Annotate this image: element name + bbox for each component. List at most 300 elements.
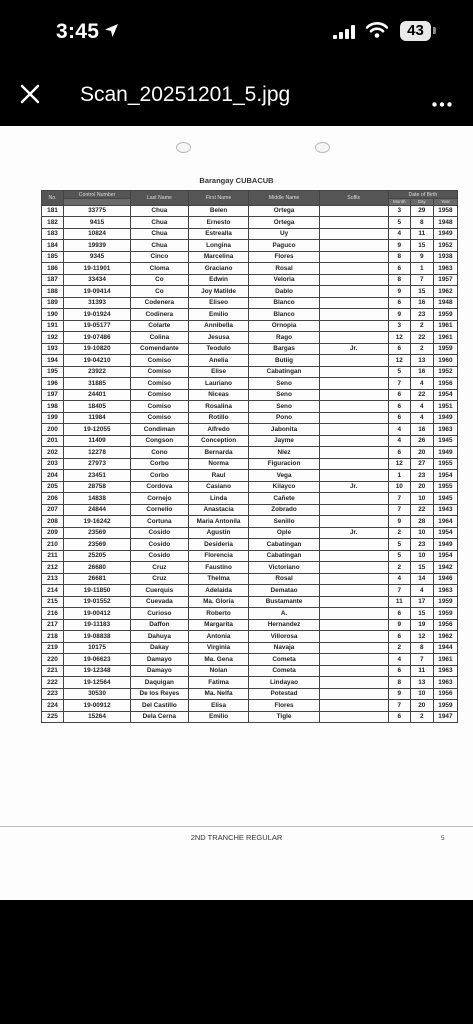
birth-month: 11 — [388, 596, 410, 608]
table-row — [42, 470, 458, 482]
row-number: 210 — [42, 539, 64, 551]
birth-day: 7 — [410, 654, 433, 666]
table-row — [42, 274, 458, 286]
last-name: Codinera — [131, 309, 189, 321]
row-number: 198 — [42, 401, 64, 413]
birth-day: 16 — [410, 297, 433, 309]
row-number: 209 — [42, 527, 64, 539]
birth-year: 1946 — [433, 573, 457, 585]
table-row — [42, 228, 458, 240]
birth-month: 6 — [388, 343, 410, 355]
birth-month: 3 — [388, 320, 410, 332]
first-name: Conception — [188, 435, 249, 447]
middle-name: Pono — [249, 412, 319, 424]
suffix — [319, 688, 388, 700]
table-row — [42, 677, 458, 689]
middle-name: Cabatingan — [249, 550, 319, 562]
suffix — [319, 263, 388, 275]
birth-year: 1954 — [433, 550, 457, 562]
birth-month: 7 — [388, 493, 410, 505]
table-row — [42, 504, 458, 516]
control-number: 23451 — [64, 470, 131, 482]
birth-day: 14 — [410, 573, 433, 585]
birth-day: 22 — [410, 332, 433, 344]
birth-year: 1960 — [433, 355, 457, 367]
suffix — [319, 286, 388, 298]
birth-day: 10 — [410, 688, 433, 700]
first-name: Ma. Nelfa — [188, 688, 249, 700]
last-name: Chua — [131, 240, 189, 252]
birth-day: 15 — [410, 240, 433, 252]
birth-year: 1961 — [433, 332, 457, 344]
table-row — [42, 366, 458, 378]
birth-day: 11 — [410, 228, 433, 240]
last-name: Cruz — [131, 573, 189, 585]
last-name: Comiso — [131, 366, 189, 378]
birth-month: 6 — [388, 412, 410, 424]
first-name: Margarita — [188, 619, 249, 631]
birth-year: 1945 — [433, 493, 457, 505]
first-name: Ma. Gena — [188, 654, 249, 666]
first-name: Ma. Gloria — [188, 596, 249, 608]
birth-month: 4 — [388, 424, 410, 436]
birth-year: 1963 — [433, 424, 457, 436]
birth-month: 9 — [388, 619, 410, 631]
table-row — [42, 665, 458, 677]
control-number: 24401 — [64, 389, 131, 401]
last-name: Cosido — [131, 527, 189, 539]
control-number: 25205 — [64, 550, 131, 562]
first-name: Anelia — [188, 355, 249, 367]
page-number: 5 — [441, 835, 445, 842]
first-name: Antonia — [188, 631, 249, 643]
middle-name: Rago — [249, 332, 319, 344]
birth-day: 12 — [410, 631, 433, 643]
first-name: Florencia — [188, 550, 249, 562]
first-name: Roberto — [188, 608, 249, 620]
control-number: 23569 — [64, 527, 131, 539]
birth-year: 1945 — [433, 435, 457, 447]
birth-year: 1958 — [433, 205, 457, 217]
first-name: Linda — [188, 493, 249, 505]
middle-name: Ornopia — [249, 320, 319, 332]
control-number: 26681 — [64, 573, 131, 585]
first-name: Virginia — [188, 642, 249, 654]
first-name: Niceas — [188, 389, 249, 401]
punch-hole-right — [315, 142, 330, 153]
document-title: Barangay CUBACUB — [199, 176, 274, 185]
birth-month: 5 — [388, 550, 410, 562]
birth-month: 6 — [388, 297, 410, 309]
birth-month: 8 — [388, 274, 410, 286]
suffix — [319, 711, 388, 723]
suffix — [319, 573, 388, 585]
suffix — [319, 539, 388, 551]
more-options-icon[interactable] — [432, 94, 452, 112]
birth-day: 7 — [410, 274, 433, 286]
last-name: Chua — [131, 205, 189, 217]
last-name: Chua — [131, 228, 189, 240]
suffix — [319, 251, 388, 263]
birth-month: 8 — [388, 251, 410, 263]
last-name: Colina — [131, 332, 189, 344]
birth-year: 1951 — [433, 401, 457, 413]
middle-name: Cañete — [249, 493, 319, 505]
middle-name: Rosal — [249, 573, 319, 585]
middle-name: Cometa — [249, 665, 319, 677]
table-row — [42, 550, 458, 562]
birth-year: 1949 — [433, 447, 457, 459]
row-number: 185 — [42, 251, 64, 263]
birth-day: 11 — [410, 665, 433, 677]
close-icon[interactable] — [20, 84, 40, 109]
suffix — [319, 700, 388, 712]
control-number: 9345 — [64, 251, 131, 263]
suffix — [319, 493, 388, 505]
suffix — [319, 596, 388, 608]
control-number: 19-04210 — [64, 355, 131, 367]
birth-month: 6 — [388, 447, 410, 459]
birth-year: 1964 — [433, 516, 457, 528]
middle-name: Blanco — [249, 297, 319, 309]
birth-month: 9 — [388, 688, 410, 700]
middle-name: Hernandez — [249, 619, 319, 631]
header-day: Day — [410, 199, 433, 206]
birth-day: 4 — [410, 378, 433, 390]
birth-year: 1962 — [433, 286, 457, 298]
middle-name: Figuracion — [249, 458, 319, 470]
first-name: Bernarda — [188, 447, 249, 459]
suffix — [319, 435, 388, 447]
header-suffix: Suffix — [319, 191, 388, 206]
table-header — [42, 191, 458, 199]
birth-year: 1959 — [433, 596, 457, 608]
birth-year: 1962 — [433, 631, 457, 643]
middle-name: Navaja — [249, 642, 319, 654]
last-name: Daffon — [131, 619, 189, 631]
middle-name: Seno — [249, 378, 319, 390]
birth-month: 1 — [388, 470, 410, 482]
middle-name: Blanco — [249, 309, 319, 321]
last-name: Damayo — [131, 665, 189, 677]
middle-name: Tigle — [249, 711, 319, 723]
table-row — [42, 332, 458, 344]
control-number: 30530 — [64, 688, 131, 700]
table-row — [42, 263, 458, 275]
first-name: Annibella — [188, 320, 249, 332]
birth-day: 2 — [410, 711, 433, 723]
control-number: 33434 — [64, 274, 131, 286]
row-number: 189 — [42, 297, 64, 309]
table-row — [42, 286, 458, 298]
suffix — [319, 654, 388, 666]
middle-name: Jabonita — [249, 424, 319, 436]
table-row — [42, 389, 458, 401]
birth-year: 1944 — [433, 642, 457, 654]
table-row — [42, 516, 458, 528]
last-name: Comiso — [131, 389, 189, 401]
document-footer: 2ND TRANCHE REGULAR — [190, 833, 283, 842]
first-name: Elisa — [188, 700, 249, 712]
suffix — [319, 562, 388, 574]
table-row — [42, 631, 458, 643]
table-row — [42, 240, 458, 252]
birth-day: 23 — [410, 470, 433, 482]
birth-year: 1952 — [433, 366, 457, 378]
table-row — [42, 205, 458, 217]
birth-month: 4 — [388, 228, 410, 240]
birth-month: 6 — [388, 665, 410, 677]
last-name: Daquigan — [131, 677, 189, 689]
first-name: Alfredo — [188, 424, 249, 436]
header-last-name: Last Name — [131, 191, 189, 206]
status-bar — [0, 0, 473, 62]
first-name: Rotillo — [188, 412, 249, 424]
suffix — [319, 458, 388, 470]
middle-name: A. — [249, 608, 319, 620]
middle-name: Butiig — [249, 355, 319, 367]
first-name: Agustin — [188, 527, 249, 539]
birth-day: 4 — [410, 401, 433, 413]
suffix — [319, 297, 388, 309]
suffix — [319, 378, 388, 390]
last-name: Cordova — [131, 481, 189, 493]
middle-name: Senillo — [249, 516, 319, 528]
birth-year: 1959 — [433, 309, 457, 321]
last-name: Codenera — [131, 297, 189, 309]
first-name: Rosalina — [188, 401, 249, 413]
control-number: 27973 — [64, 458, 131, 470]
table-row — [42, 217, 458, 229]
suffix — [319, 274, 388, 286]
suffix — [319, 470, 388, 482]
suffix — [319, 619, 388, 631]
birth-day: 20 — [410, 700, 433, 712]
last-name: Co — [131, 274, 189, 286]
row-number: 220 — [42, 654, 64, 666]
birth-year: 1956 — [433, 378, 457, 390]
birth-month: 6 — [388, 401, 410, 413]
birth-year: 1955 — [433, 458, 457, 470]
suffix: Jr. — [319, 343, 388, 355]
birth-month: 9 — [388, 516, 410, 528]
control-number: 19-08838 — [64, 631, 131, 643]
suffix: Jr. — [319, 481, 388, 493]
middle-name: Seno — [249, 401, 319, 413]
last-name: Comiso — [131, 355, 189, 367]
middle-name: Villorosa — [249, 631, 319, 643]
control-number: 10175 — [64, 642, 131, 654]
table-row — [42, 539, 458, 551]
table-row — [42, 297, 458, 309]
middle-name: Vega — [249, 470, 319, 482]
first-name: Emilio — [188, 711, 249, 723]
middle-name: Jayme — [249, 435, 319, 447]
beneficiary-table — [41, 190, 458, 723]
table-row — [42, 435, 458, 447]
birth-day: 2 — [410, 343, 433, 355]
first-name: Adelaida — [188, 585, 249, 597]
middle-name: Ortega — [249, 205, 319, 217]
table-row — [42, 688, 458, 700]
last-name: Chua — [131, 217, 189, 229]
first-name: Nolan — [188, 665, 249, 677]
table-row — [42, 711, 458, 723]
control-number: 23569 — [64, 539, 131, 551]
birth-month: 4 — [388, 435, 410, 447]
birth-month: 7 — [388, 700, 410, 712]
battery-icon: 43 — [400, 21, 431, 41]
row-number: 225 — [42, 711, 64, 723]
birth-year: 1948 — [433, 297, 457, 309]
middle-name: Rosal — [249, 263, 319, 275]
birth-year: 1957 — [433, 274, 457, 286]
first-name: Edwin — [188, 274, 249, 286]
middle-name: Uy — [249, 228, 319, 240]
birth-day: 22 — [410, 389, 433, 401]
control-number: 19-10820 — [64, 343, 131, 355]
row-number: 193 — [42, 343, 64, 355]
row-number: 190 — [42, 309, 64, 321]
table-row — [42, 412, 458, 424]
last-name: Dakay — [131, 642, 189, 654]
first-name: Raul — [188, 470, 249, 482]
middle-name: Nlez — [249, 447, 319, 459]
header-first-name: First Name — [188, 191, 249, 206]
suffix — [319, 447, 388, 459]
birth-year: 1959 — [433, 608, 457, 620]
first-name: Thelma — [188, 573, 249, 585]
row-number: 195 — [42, 366, 64, 378]
suffix — [319, 217, 388, 229]
control-number: 9415 — [64, 217, 131, 229]
birth-month: 7 — [388, 378, 410, 390]
birth-day: 16 — [410, 424, 433, 436]
row-number: 199 — [42, 412, 64, 424]
control-number: 19-06623 — [64, 654, 131, 666]
birth-month: 8 — [388, 677, 410, 689]
table-row — [42, 585, 458, 597]
middle-name: Zobrado — [249, 504, 319, 516]
wifi-icon — [366, 22, 388, 43]
last-name: Cuevada — [131, 596, 189, 608]
middle-name: Seno — [249, 389, 319, 401]
birth-year: 1963 — [433, 677, 457, 689]
birth-day: 16 — [410, 366, 433, 378]
birth-year: 1942 — [433, 562, 457, 574]
birth-month: 12 — [388, 355, 410, 367]
middle-name: Potestad — [249, 688, 319, 700]
row-number: 181 — [42, 205, 64, 217]
table-row — [42, 481, 458, 493]
row-number: 203 — [42, 458, 64, 470]
table-row — [42, 458, 458, 470]
row-number: 223 — [42, 688, 64, 700]
birth-day: 22 — [410, 504, 433, 516]
control-number: 19-01552 — [64, 596, 131, 608]
birth-month: 9 — [388, 309, 410, 321]
scanned-document — [0, 126, 473, 900]
suffix — [319, 240, 388, 252]
header-control-number: Control Number — [64, 191, 131, 199]
last-name: Colarte — [131, 320, 189, 332]
birth-month: 6 — [388, 711, 410, 723]
birth-year: 1943 — [433, 504, 457, 516]
birth-day: 15 — [410, 562, 433, 574]
control-number: 19-12348 — [64, 665, 131, 677]
row-number: 192 — [42, 332, 64, 344]
first-name: Maria Antonila — [188, 516, 249, 528]
birth-month: 7 — [388, 585, 410, 597]
suffix — [319, 516, 388, 528]
row-number: 219 — [42, 642, 64, 654]
birth-year: 1949 — [433, 412, 457, 424]
control-number: 23922 — [64, 366, 131, 378]
birth-day: 19 — [410, 619, 433, 631]
first-name: Fatima — [188, 677, 249, 689]
row-number: 214 — [42, 585, 64, 597]
suffix — [319, 642, 388, 654]
row-number: 215 — [42, 596, 64, 608]
birth-day: 10 — [410, 493, 433, 505]
control-number: 19-16242 — [64, 516, 131, 528]
birth-day: 8 — [410, 642, 433, 654]
row-number: 218 — [42, 631, 64, 643]
suffix — [319, 608, 388, 620]
last-name: Comiso — [131, 412, 189, 424]
middle-name: Cometa — [249, 654, 319, 666]
table-row — [42, 527, 458, 539]
last-name: Comiso — [131, 378, 189, 390]
birth-year: 1959 — [433, 343, 457, 355]
birth-day: 26 — [410, 435, 433, 447]
last-name: Co — [131, 286, 189, 298]
header-middle-name: Middle Name — [249, 191, 319, 206]
first-name: Eliseo — [188, 297, 249, 309]
row-number: 200 — [42, 424, 64, 436]
birth-month: 4 — [388, 654, 410, 666]
table-row — [42, 608, 458, 620]
table-body — [42, 205, 458, 723]
birth-month: 10 — [388, 481, 410, 493]
first-name: Estrealla — [188, 228, 249, 240]
row-number: 183 — [42, 228, 64, 240]
first-name: Emilio — [188, 309, 249, 321]
suffix — [319, 550, 388, 562]
birth-month: 6 — [388, 263, 410, 275]
row-number: 191 — [42, 320, 64, 332]
last-name: Cornejo — [131, 493, 189, 505]
birth-year: 1959 — [433, 700, 457, 712]
middle-name: Dematao — [249, 585, 319, 597]
last-name: Dahuya — [131, 631, 189, 643]
last-name: Comendante — [131, 343, 189, 355]
middle-name: Flores — [249, 700, 319, 712]
suffix: Jr. — [319, 527, 388, 539]
location-arrow-icon — [104, 23, 119, 43]
last-name: Damayo — [131, 654, 189, 666]
last-name: Cornelio — [131, 504, 189, 516]
last-name: Cosido — [131, 550, 189, 562]
cellular-signal-icon — [333, 25, 355, 44]
suffix — [319, 205, 388, 217]
row-number: 194 — [42, 355, 64, 367]
last-name: Corbo — [131, 458, 189, 470]
birth-day: 4 — [410, 412, 433, 424]
last-name: De los Reyes — [131, 688, 189, 700]
table-row — [42, 447, 458, 459]
suffix — [319, 320, 388, 332]
